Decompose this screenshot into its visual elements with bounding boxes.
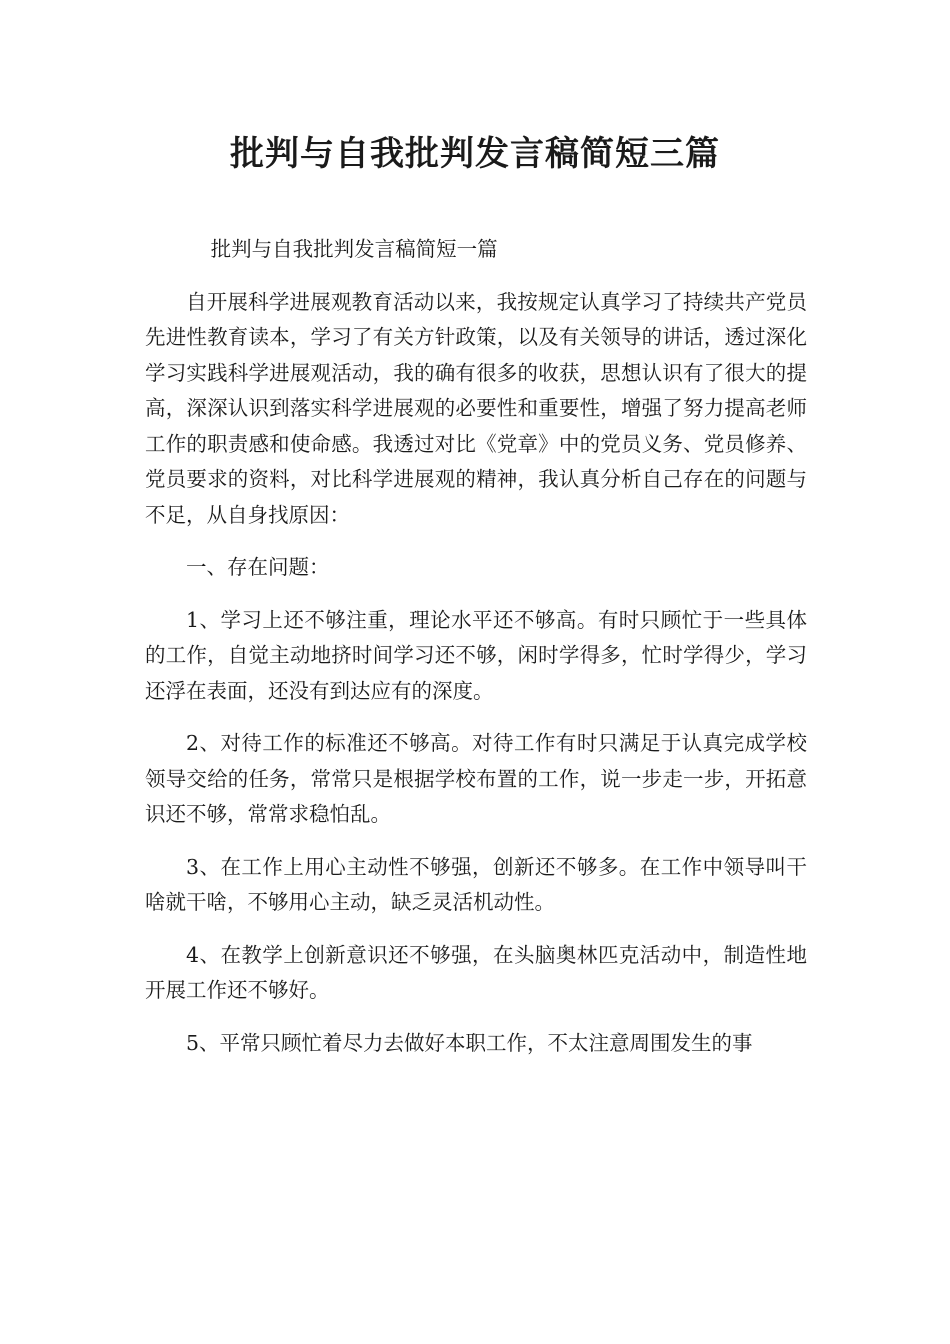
paragraph-item-5: 5、平常只顾忙着尽力去做好本职工作，不太注意周围发生的事	[186, 1030, 753, 1055]
paragraph-item-2: 2、对待工作的标准还不够高。对待工作有时只满足于认真完成学校领导交给的任务，常常只是根据学校布置的工作，说一步走一步，开拓意识还不够，常常求稳怕乱。	[145, 731, 807, 826]
paragraph-intro: 自开展科学进展观教育活动以来，我按规定认真学习了持续共产党员先进性教育读本，学习了有关方针政策，以及有关领导的讲话，透过深化学习实践科学进展观活动，我的确有很多的收获，思想认识有了很大的提高，深深认识到落实科学进展观的必要性和重要性，增强了努力提高老师工作的职责感和使命感。我透过对比《党章》中的党员义务、党员修养、党员要求的资料，对比科学进展观的精神，我认真分析自己存在的问题与不足，从自身找原因：	[145, 289, 807, 527]
section-subtitle: 批判与自我批判发言稿简短一篇	[210, 237, 498, 261]
document-body	[145, 232, 807, 1061]
document-title: 批判与自我批判发言稿简短三篇	[230, 134, 720, 174]
paragraph-heading-problems: 一、存在问题：	[186, 555, 330, 579]
paragraph-item-1: 1、学习上还不够注重，理论水平还不够高。有时只顾忙于一些具体的工作，自觉主动地挤时间学习还不够，闲时学得多，忙时学得少，学习还浮在表面，还没有到达应有的深度。	[145, 607, 807, 703]
paragraph-item-4: 4、在教学上创新意识还不够强，在头脑奥林匹克活动中，制造性地开展工作还不够好。	[145, 942, 807, 1002]
paragraph-item-3: 3、在工作上用心主动性不够强，创新还不够多。在工作中领导叫干啥就干啥，不够用心主动，缺乏灵活机动性。	[145, 854, 807, 914]
